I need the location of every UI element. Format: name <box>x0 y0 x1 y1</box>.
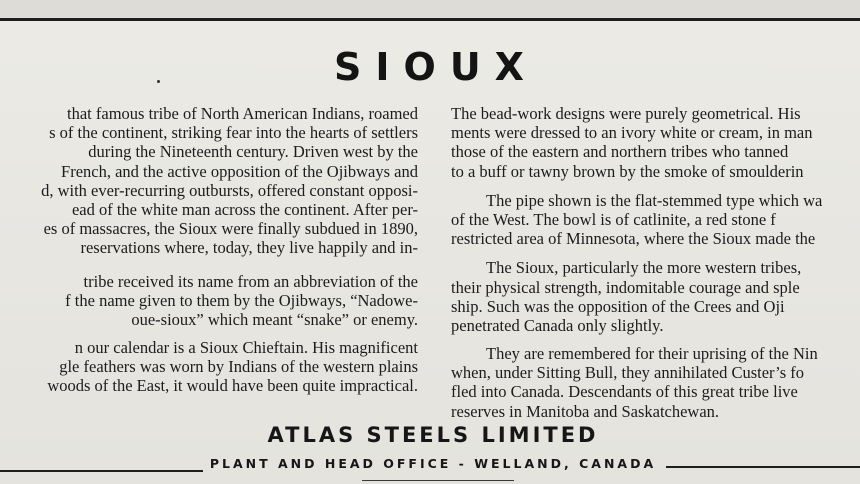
text-line: reservations where, today, they live happily and in- <box>80 238 418 258</box>
text-line: their physical strength, indomitable courage and sple <box>451 277 800 297</box>
print-speck <box>157 80 160 83</box>
company-address: PLANT AND HEAD OFFICE - WELLAND, CANADA <box>209 456 657 471</box>
text-line: of the West. The bowl is of catlinite, a red stone f <box>451 209 776 229</box>
text-line: reserves in Manitoba and Saskatchewan. <box>451 401 720 421</box>
text-line: d, with ever-recurring outbursts, offered constant opposi- <box>41 180 418 200</box>
text-line: restricted area of Minnesota, where the Sioux made the <box>451 229 816 249</box>
text-line: those of the eastern and northern tribes who tanned <box>451 142 789 162</box>
text-line: ship. Such was the opposition of the Crees and Oji <box>451 296 785 316</box>
left-paragraph-3 <box>0 338 418 396</box>
text-line: French, and the active opposition of the Ojibways and <box>61 161 418 181</box>
text-line: to a buff or tawny brown by the smoke of smoulderin <box>451 161 804 181</box>
text-line: tribe received its name from an abbreviation of the <box>83 271 418 291</box>
text-line: woods of the East, it would have been quite impractical. <box>47 376 418 396</box>
left-paragraph-2 <box>0 272 418 330</box>
right-paragraph-2 <box>451 191 860 249</box>
text-line: The bead-work designs were purely geometrical. His <box>451 104 801 123</box>
text-line: fled into Canada. Descendants of this great tribe live <box>451 382 798 402</box>
top-rule <box>0 18 860 21</box>
text-line: oue-sioux” which meant “snake” or enemy. <box>131 309 418 329</box>
text-line: es of massacres, the Sioux were finally subdued in 1890, <box>43 219 418 239</box>
text-line: n our calendar is a Sioux Chieftain. His magnificent <box>74 338 418 358</box>
text-line: The pipe shown is the flat-stemmed type which wa <box>486 190 823 210</box>
top-margin-band <box>0 0 860 18</box>
text-line: The Sioux, particularly the more western tribes, <box>486 258 802 278</box>
text-line: s of the continent, striking fear into the hearts of settlers <box>49 123 418 143</box>
left-column <box>0 104 418 404</box>
right-paragraph-4 <box>451 344 860 421</box>
page-title: SIOUX <box>334 45 538 89</box>
text-line: ead of the white man across the continent. After per- <box>71 199 418 219</box>
footer-rule-bottom <box>362 480 514 481</box>
right-paragraph-1 <box>451 104 860 181</box>
text-line: when, under Sitting Bull, they annihilated Custer’s fo <box>451 363 805 383</box>
left-paragraph-1 <box>0 104 418 258</box>
right-paragraph-3 <box>451 258 860 335</box>
footer-rule-right <box>666 466 860 468</box>
company-name: ATLAS STEELS LIMITED <box>267 423 599 447</box>
text-line: that famous tribe of North American Indians, roamed <box>67 104 418 123</box>
right-column <box>451 104 860 429</box>
text-line: They are remembered for their uprising of the Nin <box>486 344 818 364</box>
text-line: during the Nineteenth century. Driven west by the <box>88 142 418 162</box>
text-line: f the name given to them by the Ojibways, “Nadowe- <box>65 290 418 310</box>
text-line: penetrated Canada only slightly. <box>451 315 664 335</box>
text-line: gle feathers was worn by Indians of the western plains <box>59 357 418 377</box>
text-line: ments were dressed to an ivory white or cream, in man <box>451 123 813 143</box>
